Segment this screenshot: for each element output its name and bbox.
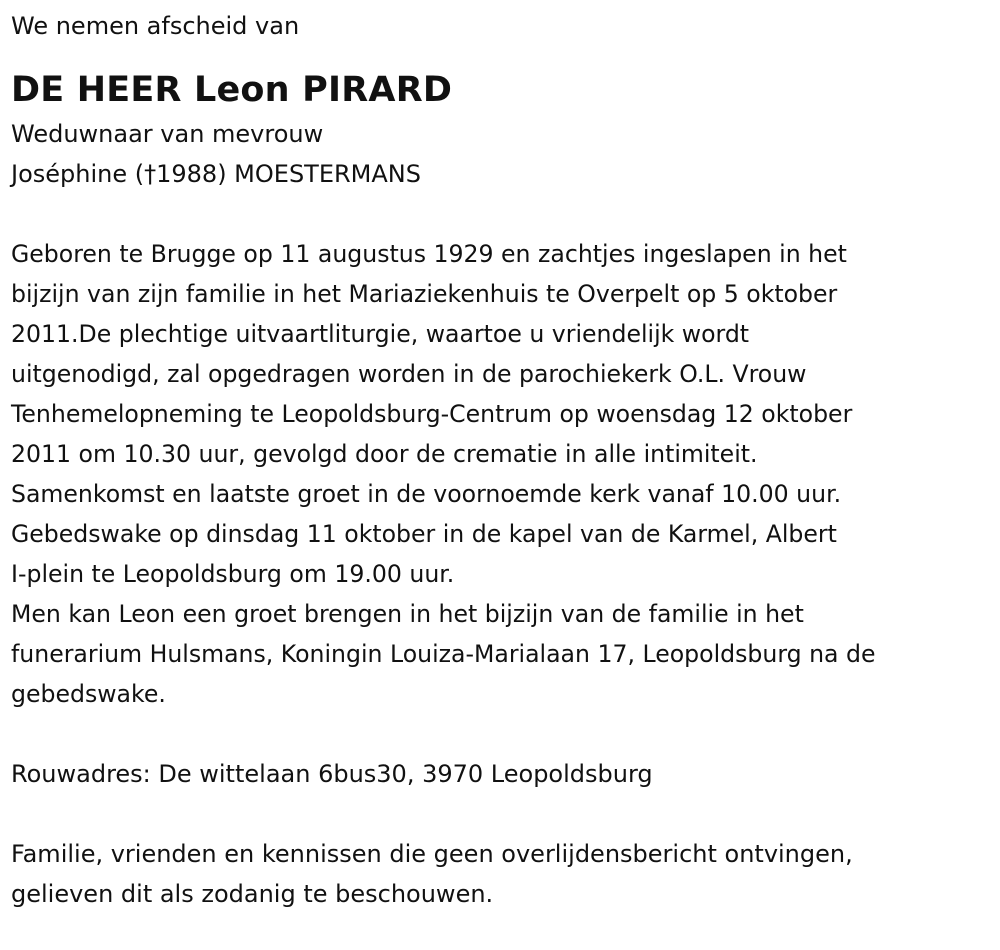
body-line: I-plein te Leopoldsburg om 19.00 uur.: [11, 560, 455, 588]
body-line: Gebedswake op dinsdag 11 oktober in de kapel van de Karmel, Albert: [11, 520, 837, 548]
spacer: [11, 194, 986, 234]
body-line: gebedswake.: [11, 680, 166, 708]
deceased-name: DE HEER Leon PIRARD: [11, 70, 453, 110]
closing-line: gelieven dit als zodanig te beschouwen.: [11, 880, 494, 908]
body-line: Geboren te Brugge op 11 augustus 1929 en zachtjes ingeslapen in het: [11, 240, 847, 268]
spouse-line-2: Joséphine (†1988) MOESTERMANS: [11, 160, 421, 188]
body-line: Men kan Leon een groet brengen in het bijzijn van de familie in het: [11, 600, 804, 628]
body-line: funerarium Hulsmans, Koningin Louiza-Marialaan 17, Leopoldsburg na de: [11, 640, 876, 668]
closing-paragraph: [11, 834, 986, 914]
body-paragraph: [11, 234, 986, 714]
spouse-line-1: Weduwnaar van mevrouw: [11, 120, 324, 148]
body-line: Tenhemelopneming te Leopoldsburg-Centrum op woensdag 12 oktober: [11, 400, 853, 428]
body-line: 2011.De plechtige uitvaartliturgie, waartoe u vriendelijk wordt: [11, 320, 750, 348]
mourning-address: Rouwadres: De wittelaan 6bus30, 3970 Leopoldsburg: [11, 760, 653, 788]
spacer: [11, 794, 986, 834]
body-line: Samenkomst en laatste groet in de voornoemde kerk vanaf 10.00 uur.: [11, 480, 842, 508]
obituary-notice: [11, 8, 986, 914]
spacer: [11, 714, 986, 754]
intro-text: We nemen afscheid van: [11, 12, 300, 40]
closing-line: Familie, vrienden en kennissen die geen overlijdensbericht ontvingen,: [11, 840, 853, 868]
body-line: 2011 om 10.30 uur, gevolgd door de crematie in alle intimiteit.: [11, 440, 758, 468]
body-line: uitgenodigd, zal opgedragen worden in de parochiekerk O.L. Vrouw: [11, 360, 807, 388]
body-line: bijzijn van zijn familie in het Mariaziekenhuis te Overpelt op 5 oktober: [11, 280, 838, 308]
